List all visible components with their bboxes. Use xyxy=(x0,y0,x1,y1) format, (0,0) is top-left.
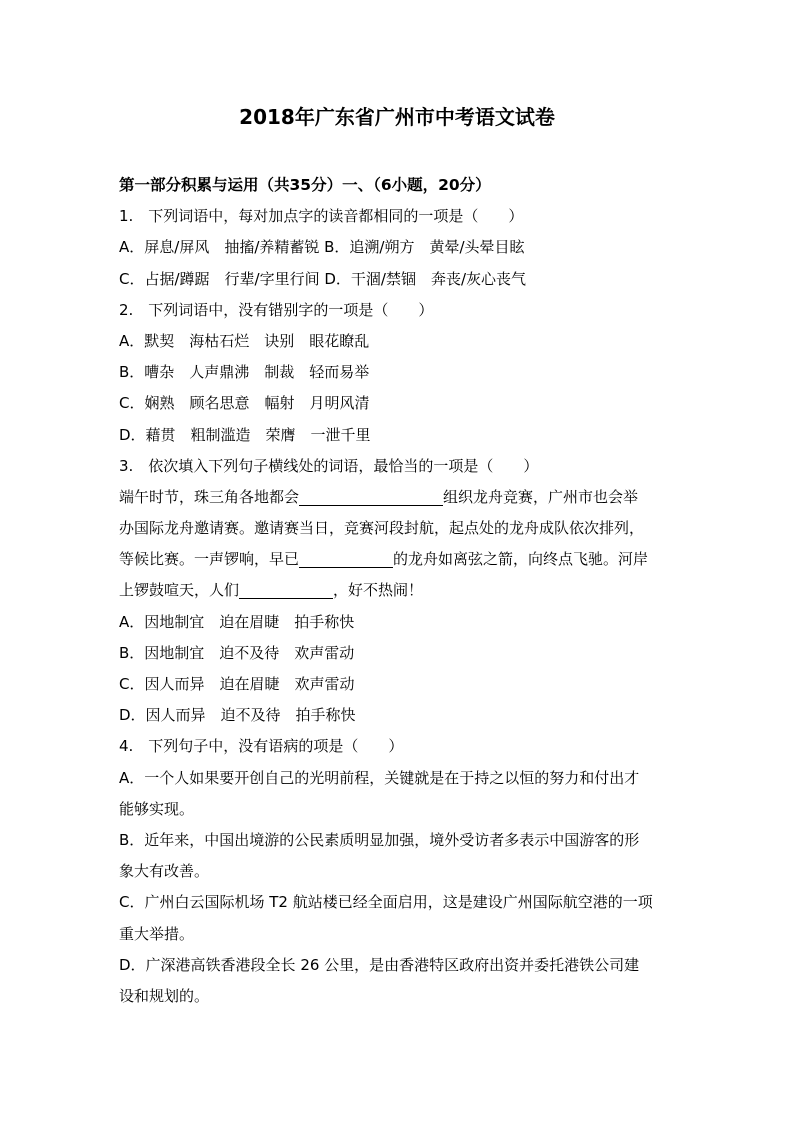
question-3-passage-line-1 xyxy=(119,482,679,513)
question-3-passage-line-4 xyxy=(119,575,679,606)
question-4-option-c-line-1: C．广州白云国际机场 T2 航站楼已经全面启用，这是建设广州国际航空港的一项 xyxy=(119,893,653,912)
passage-text: 的龙舟如离弦之箭，向终点飞驰。河岸 xyxy=(393,550,649,569)
section-header: 第一部分积累与运用（共35分）一、（6小题，20分） xyxy=(119,176,491,194)
question-2-option-b: B．嘈杂 人声鼎沸 制裁 轻而易举 xyxy=(119,363,370,382)
question-1-stem: 1. 下列词语中，每对加点字的读音都相同的一项是（ ） xyxy=(119,207,524,226)
passage-text: ，好不热闹！ xyxy=(333,581,424,600)
question-4-option-a-line-2: 能够实现。 xyxy=(119,799,195,818)
exam-title: 2018年广东省广州市中考语文试卷 xyxy=(239,105,555,129)
question-3-option-c: C．因人而异 迫在眉睫 欢声雷动 xyxy=(119,675,355,693)
question-2-option-d: D．藉贯 粗制滥造 荣膺 一泄千里 xyxy=(119,425,371,444)
fill-blank-2 xyxy=(299,549,393,568)
question-1-option-cd: C．占据/蹲踞 行辈/字里行间 D．干涸/禁锢 奔丧/灰心丧气 xyxy=(119,269,527,288)
question-2-stem: 2. 下列词语中，没有错别字的一项是（ ） xyxy=(119,300,434,319)
question-3-stem: 3. 依次填入下列句子横线处的词语，最恰当的一项是（ ） xyxy=(119,456,539,475)
question-4-option-b-line-2: 象大有改善。 xyxy=(119,862,210,881)
question-4-option-a-line-1: A．一个人如果要开创自己的光明前程，关键就是在于持之以恒的努力和付出才 xyxy=(119,768,640,787)
question-3-option-d: D．因人而异 迫不及待 拍手称快 xyxy=(119,706,356,725)
question-4-stem: 4. 下列句子中，没有语病的项是（ ） xyxy=(119,737,404,756)
exam-content xyxy=(119,170,679,1012)
question-3-option-a: A．因地制宜 迫在眉睫 拍手称快 xyxy=(119,612,355,631)
passage-text: 端午时节，珠三角各地都会 xyxy=(119,487,300,506)
question-2-option-c: C．娴熟 顾名思意 幅射 月明风清 xyxy=(119,394,370,413)
fill-blank-1 xyxy=(299,487,443,506)
question-3-passage-line-3 xyxy=(119,544,679,575)
question-4-option-d-line-2: 设和规划的。 xyxy=(119,986,210,1005)
passage-text: 组织龙舟竞赛，广州市也会举 xyxy=(443,487,639,506)
question-4-option-c-line-2: 重大举措。 xyxy=(119,924,195,943)
passage-text: 上锣鼓喧天，人们 xyxy=(119,581,240,600)
question-4-option-d-line-1: D．广深港高铁香港段全长 26 公里，是由香港特区政府出资并委托港铁公司建 xyxy=(119,955,640,974)
question-3-passage-line-2: 办国际龙舟邀请赛。邀请赛当日，竞赛河段封航，起点处的龙舟成队依次排列， xyxy=(119,519,645,538)
question-4-option-b-line-1: B．近年来，中国出境游的公民素质明显加强，境外受访者多表示中国游客的形 xyxy=(119,830,640,849)
passage-text: 等候比赛。一声锣响，早已 xyxy=(119,550,300,569)
fill-blank-3 xyxy=(239,580,333,599)
question-2-option-a: A．默契 海枯石烂 诀别 眼花瞭乱 xyxy=(119,331,370,350)
question-3-option-b: B．因地制宜 迫不及待 欢声雷动 xyxy=(119,643,355,662)
question-1-option-ab: A．屏息/屏风 抽搐/养精蓄锐 B．追溯/朔方 黄晕/头晕目眩 xyxy=(119,238,525,257)
